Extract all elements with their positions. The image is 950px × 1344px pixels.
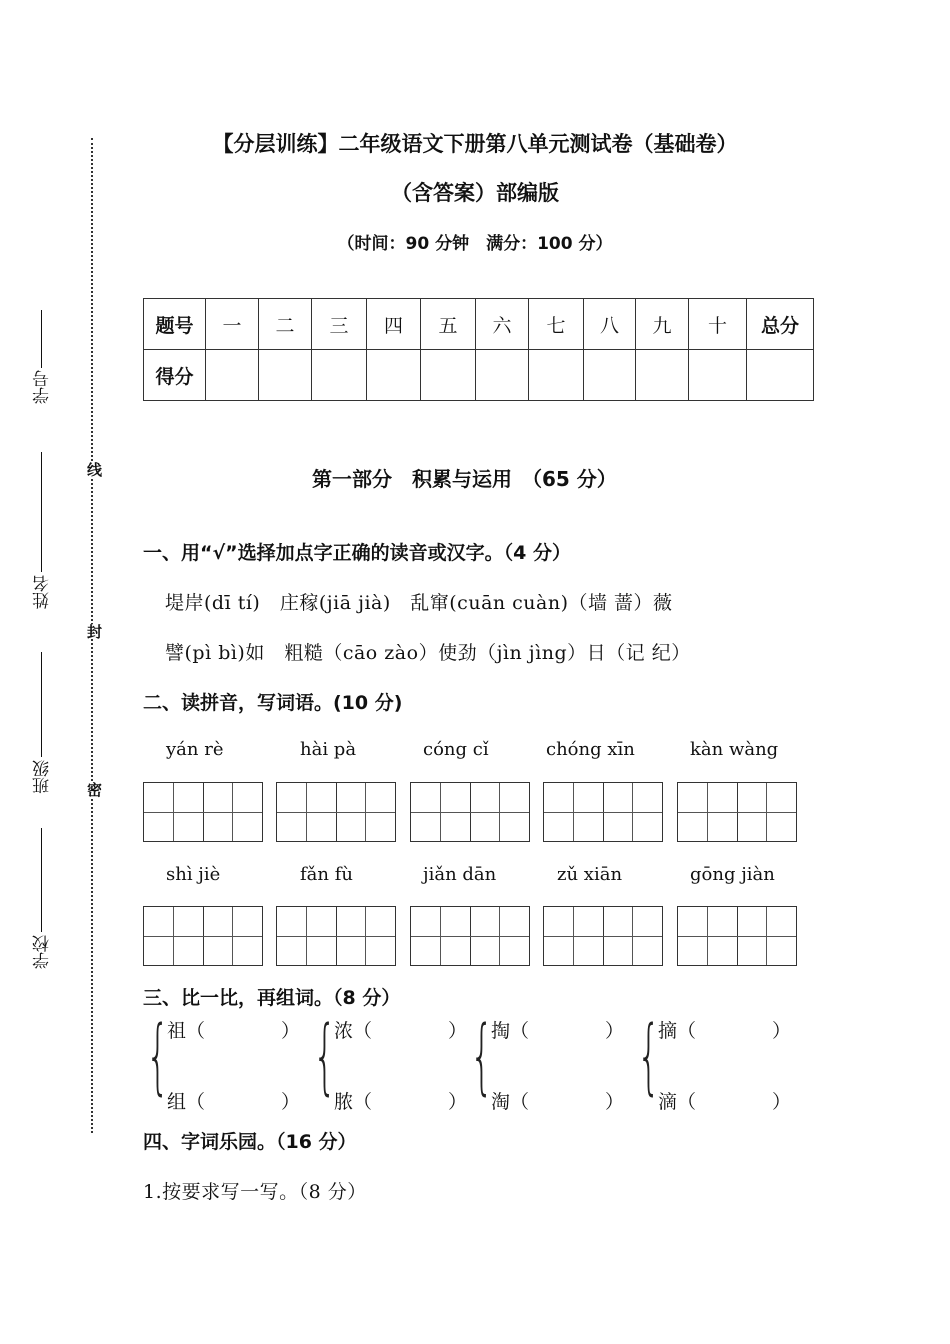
compare-word-top: 浓（ ） <box>334 1020 468 1042</box>
pinyin-label: chóng xīn <box>546 739 635 760</box>
pinyin-label: fǎn fù <box>300 864 353 885</box>
question-3-title: 三、比一比，再组词。（8 分） <box>143 987 401 1009</box>
score-header-cell: 五 <box>421 299 476 350</box>
score-header-cell: 四 <box>367 299 421 350</box>
margin-mark-seal: 封 <box>85 624 103 639</box>
score-header-cell: 总分 <box>747 299 814 350</box>
score-table <box>143 298 814 401</box>
pinyin-label: cóng cǐ <box>423 739 489 760</box>
score-cell[interactable] <box>259 350 312 401</box>
question-2-title: 二、读拼音，写词语。(10 分) <box>143 692 403 714</box>
score-cell[interactable] <box>206 350 259 401</box>
class-blank <box>41 652 42 757</box>
school-blank <box>41 828 42 932</box>
score-cell[interactable] <box>747 350 814 401</box>
score-header-cell: 题号 <box>144 299 206 350</box>
writing-grid[interactable] <box>543 782 663 842</box>
question-4-subquestion-1: 1.按要求写一写。（8 分） <box>143 1181 367 1203</box>
student-id-blank <box>41 310 42 368</box>
margin-label-student-id: 学号 <box>33 370 53 404</box>
pinyin-label: yán rè <box>166 739 224 760</box>
document-title: 【分层训练】二年级语文下册第八单元测试卷（基础卷） <box>212 132 738 156</box>
writing-grid[interactable] <box>410 782 530 842</box>
score-cell[interactable] <box>367 350 421 401</box>
score-cell[interactable] <box>689 350 747 401</box>
score-cell[interactable] <box>636 350 689 401</box>
pinyin-label: hài pà <box>300 739 357 760</box>
compare-word-bottom: 脓（ ） <box>334 1091 468 1113</box>
score-row-label: 得分 <box>144 350 206 401</box>
question-1-title: 一、用“√”选择加点字正确的读音或汉字。（4 分） <box>143 542 571 564</box>
score-table-header-row <box>144 299 814 350</box>
pinyin-label: zǔ xiān <box>557 864 623 885</box>
writing-grid[interactable] <box>143 782 263 842</box>
score-header-cell: 六 <box>476 299 529 350</box>
margin-label-name: 姓名 <box>33 575 53 609</box>
score-cell[interactable] <box>584 350 636 401</box>
writing-grid[interactable] <box>410 906 530 966</box>
writing-grid[interactable] <box>677 906 797 966</box>
writing-grid[interactable] <box>143 906 263 966</box>
brace-icon: { <box>146 1009 170 1104</box>
brace-icon: { <box>637 1009 661 1104</box>
name-blank <box>41 452 42 572</box>
score-header-cell: 三 <box>312 299 367 350</box>
compare-word-bottom: 组（ ） <box>167 1091 301 1113</box>
compare-word-top: 摘（ ） <box>658 1020 792 1042</box>
score-header-cell: 一 <box>206 299 259 350</box>
score-cell[interactable] <box>529 350 584 401</box>
margin-mark-secret: 密 <box>85 782 103 797</box>
question-4-title: 四、字词乐园。（16 分） <box>143 1131 357 1153</box>
brace-icon: { <box>313 1009 337 1104</box>
compare-word-bottom: 滴（ ） <box>658 1091 792 1113</box>
pinyin-label: kàn wàng <box>690 739 779 760</box>
compare-word-bottom: 淘（ ） <box>491 1091 625 1113</box>
writing-grid[interactable] <box>677 782 797 842</box>
margin-mark-line: 线 <box>85 462 103 477</box>
compare-word-top: 掏（ ） <box>491 1020 625 1042</box>
time-and-score-info: （时间：90 分钟 满分：100 分） <box>337 234 613 254</box>
score-cell[interactable] <box>421 350 476 401</box>
margin-label-school: 学校 <box>33 935 53 969</box>
question-1-line-1: 堤岸(dī tí) 庄稼(jiā jià) 乱窜(cuān cuàn)（墙 蔷）薇 <box>165 592 673 614</box>
pinyin-label: jiǎn dān <box>423 864 497 885</box>
score-cell[interactable] <box>476 350 529 401</box>
score-header-cell: 七 <box>529 299 584 350</box>
document-subtitle: （含答案）部编版 <box>391 181 559 205</box>
compare-word-top: 祖（ ） <box>167 1020 301 1042</box>
score-header-cell: 十 <box>689 299 747 350</box>
question-1-line-2: 譬(pì bì)如 粗糙（cāo zào）使劲（jìn jìng）日（记 纪） <box>165 642 691 664</box>
score-header-cell: 八 <box>584 299 636 350</box>
margin-label-class: 班级 <box>33 760 53 794</box>
brace-icon: { <box>470 1009 494 1104</box>
score-cell[interactable] <box>312 350 367 401</box>
score-header-cell: 九 <box>636 299 689 350</box>
pinyin-label: gōng jiàn <box>690 864 775 885</box>
writing-grid[interactable] <box>543 906 663 966</box>
pinyin-label: shì jiè <box>166 864 221 885</box>
score-table-score-row <box>144 350 814 401</box>
score-header-cell: 二 <box>259 299 312 350</box>
writing-grid[interactable] <box>276 782 396 842</box>
part-one-title: 第一部分 积累与运用 （65 分） <box>312 467 617 491</box>
writing-grid[interactable] <box>276 906 396 966</box>
